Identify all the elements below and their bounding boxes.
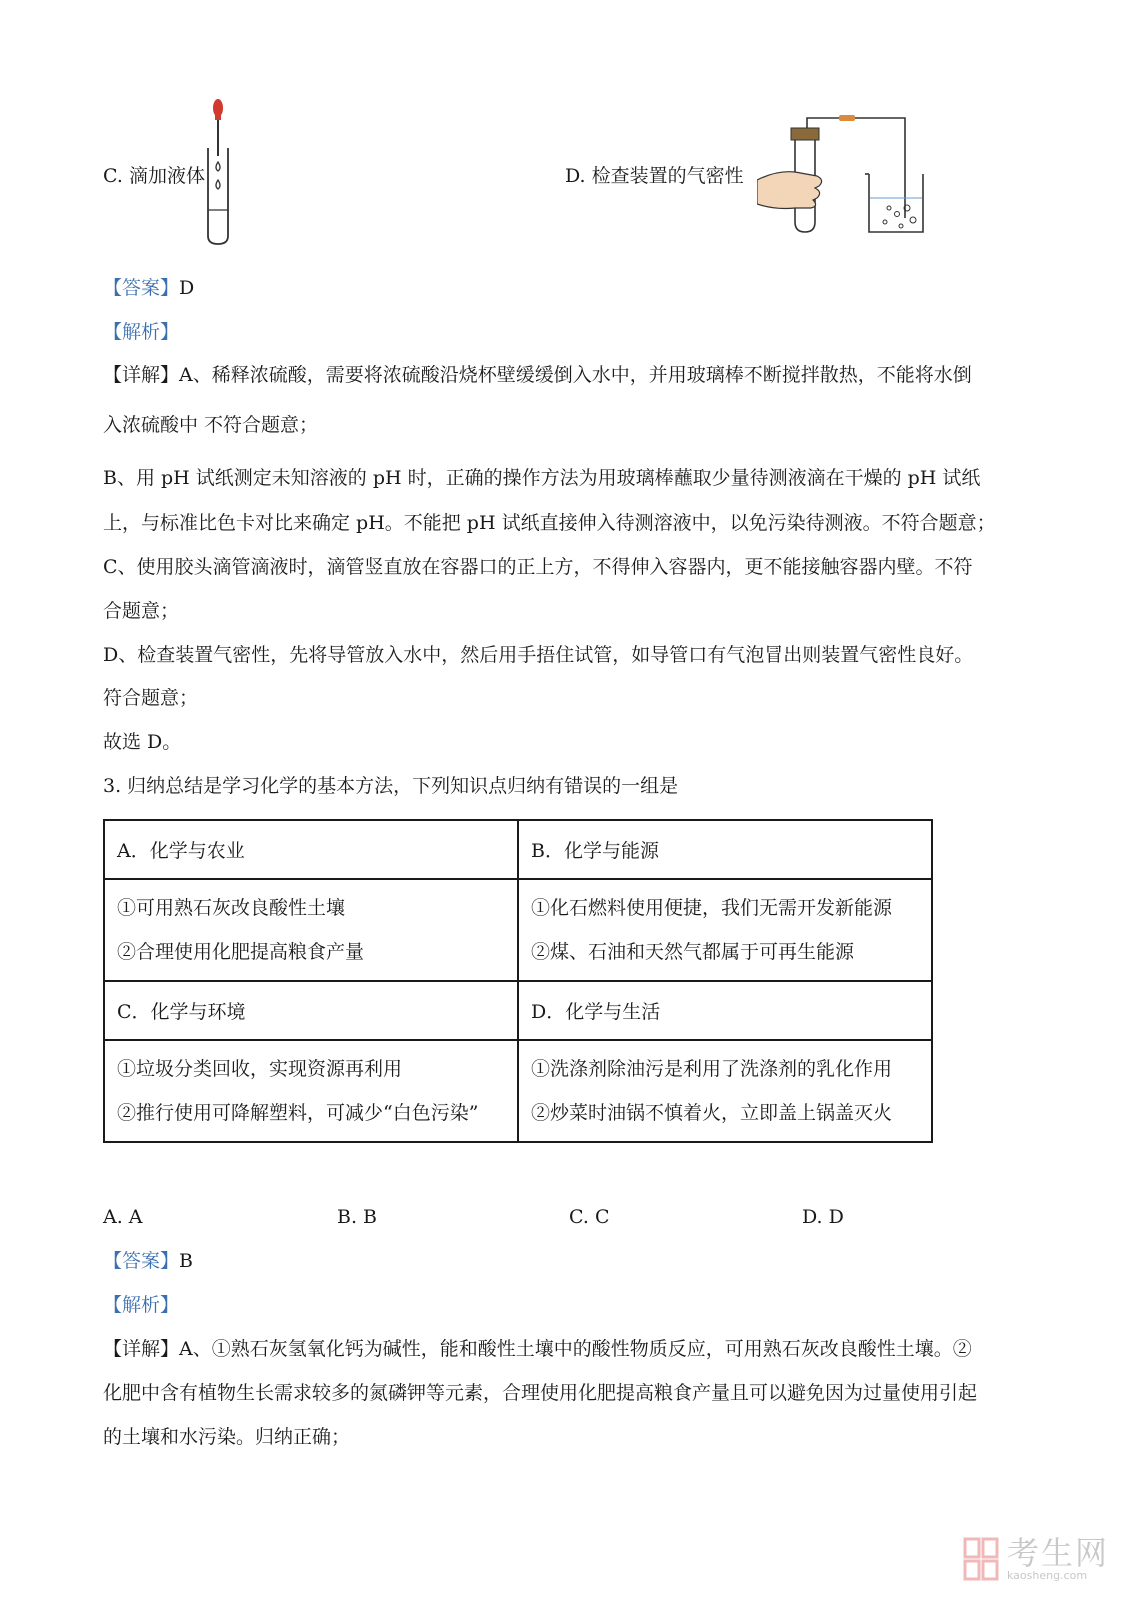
cell-d-item-1: ①洗涤剂除油污是利用了洗涤剂的乳化作用 [531, 1058, 893, 1080]
detail-tag: 【详解】 [103, 1338, 180, 1360]
q2-detail-line-5: 合题意； [103, 600, 180, 622]
cell-a-items [104, 879, 518, 981]
q3-knowledge-table [103, 819, 933, 1143]
option-c-label: C. 滴加液体 [103, 165, 205, 187]
q3-choice-d: D. D [802, 1206, 844, 1228]
q2-detail-line-7: 符合题意； [103, 687, 199, 709]
q2-detail-line-2: B、用 pH 试纸测定未知溶液的 pH 时，正确的操作方法为用玻璃棒蘸取少量待测液滴在干燥的 pH 试纸 [103, 467, 981, 489]
q2-analysis-tag: 【解析】 [103, 321, 180, 343]
airtightness-apparatus-figure [757, 110, 927, 238]
cell-a-item-2: ②合理使用化肥提高粮食产量 [117, 941, 365, 963]
cell-b-item-1: ①化石燃料使用便捷，我们无需开发新能源 [531, 897, 893, 919]
q3-choice-a: A. A [103, 1206, 143, 1228]
watermark [963, 1536, 1109, 1582]
cell-b-title: B．化学与能源 [518, 820, 932, 879]
cell-c-item-1: ①垃圾分类回收，实现资源再利用 [117, 1058, 403, 1080]
q3-detail-line-0 [103, 1337, 972, 1361]
cell-a-title: A．化学与农业 [104, 820, 518, 879]
q3-choice-c: C. C [569, 1206, 610, 1228]
detail-text: A、①熟石灰氢氧化钙为碱性，能和酸性土壤中的酸性物质反应，可用熟石灰改良酸性土壤。② [179, 1338, 972, 1360]
q2-answer [103, 276, 194, 300]
q3-stem: 3. 归纳总结是学习化学的基本方法，下列知识点归纳有错误的一组是 [103, 775, 679, 797]
cell-c-title: C．化学与环境 [104, 981, 518, 1040]
q3-analysis-tag: 【解析】 [103, 1294, 180, 1316]
cell-b-items [518, 879, 932, 981]
cell-d-title: D．化学与生活 [518, 981, 932, 1040]
q2-detail-line-6: D、检查装置气密性，先将导管放入水中，然后用手捂住试管，如导管口有气泡冒出则装置气密性良好。 [103, 644, 974, 666]
cell-a-item-1: ①可用熟石灰改良酸性土壤 [117, 897, 346, 919]
q2-detail-line-0 [103, 363, 972, 387]
cell-c-items [104, 1040, 518, 1142]
answer-tag: 【答案】 [103, 1250, 180, 1272]
cell-d-item-2: ②炒菜时油锅不慎着火，立即盖上锅盖灭火 [531, 1102, 893, 1124]
answer-value: B [179, 1250, 193, 1272]
cell-c-item-2: ②推行使用可降解塑料，可减少“白色污染” [117, 1102, 479, 1124]
answer-tag: 【答案】 [103, 277, 180, 299]
q2-detail-line-1: 入浓硫酸中 不符合题意； [103, 414, 319, 436]
q3-detail-line-1: 化肥中含有植物生长需求较多的氮磷钾等元素，合理使用化肥提高粮食产量且可以避免因为过量使用引起 [103, 1382, 978, 1404]
q2-detail-line-4: C、使用胶头滴管滴液时，滴管竖直放在容器口的正上方，不得伸入容器内，更不能接触容器内壁。不符 [103, 556, 973, 578]
detail-text: A、稀释浓硫酸，需要将浓硫酸沿烧杯壁缓缓倒入水中，并用玻璃棒不断搅拌散热，不能将水倒 [179, 364, 972, 386]
cell-d-items [518, 1040, 932, 1142]
option-d-label: D. 检查装置的气密性 [565, 165, 744, 187]
watermark-subtext: kaosheng.com [1006, 1569, 1088, 1582]
q2-detail-line-3: 上，与标准比色卡对比来确定 pH。不能把 pH 试纸直接伸入待测溶液中，以免污染待测液。不符合题意； [103, 512, 996, 534]
answer-value: D [179, 277, 195, 299]
detail-tag: 【详解】 [103, 364, 180, 386]
cell-b-item-2: ②煤、石油和天然气都属于可再生能源 [531, 941, 855, 963]
q3-choice-b: B. B [337, 1206, 378, 1228]
watermark-logo-icon [963, 1537, 1001, 1581]
watermark-text: 考生网 [1006, 1534, 1109, 1572]
q2-detail-line-8: 故选 D。 [103, 731, 182, 753]
dropper-test-tube-figure [200, 98, 240, 248]
q3-answer [103, 1249, 193, 1273]
q3-detail-line-2: 的土壤和水污染。归纳正确； [103, 1426, 351, 1448]
